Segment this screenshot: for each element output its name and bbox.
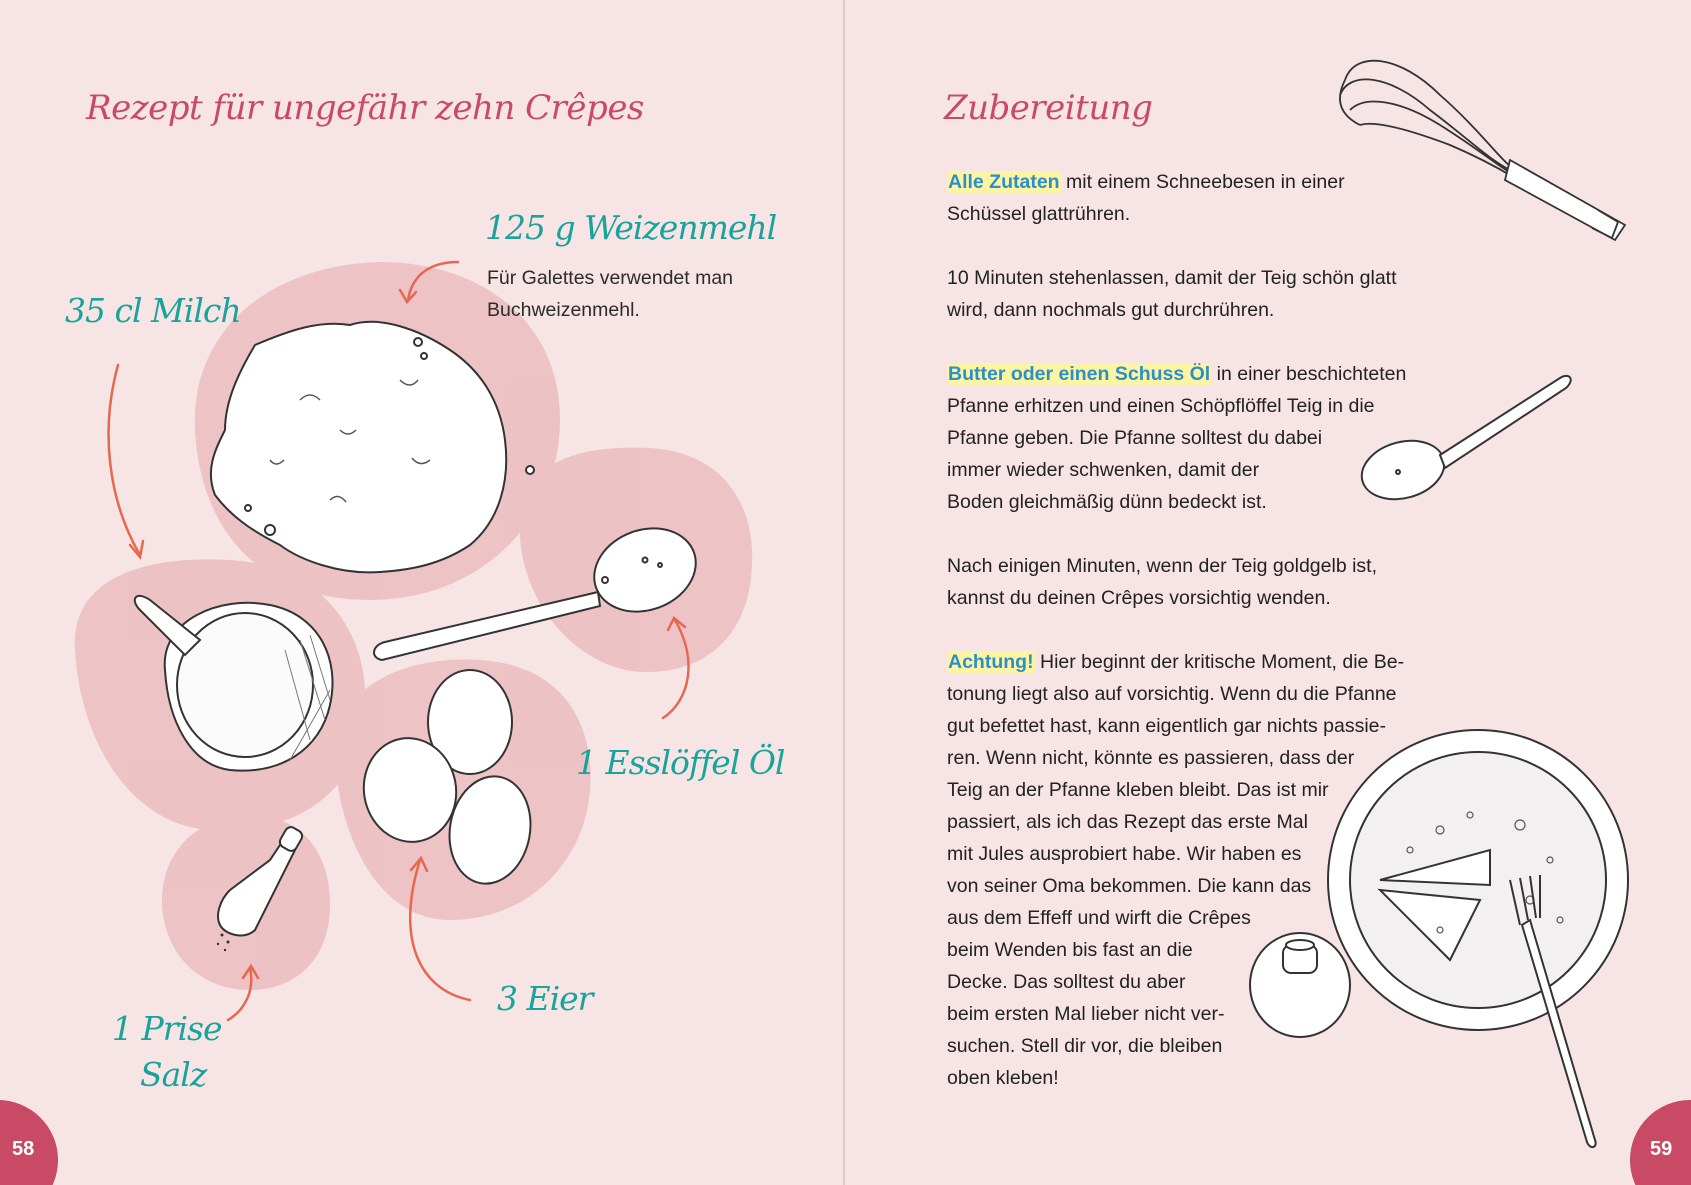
ingredient-salt-label-line2: Salz	[140, 1055, 207, 1094]
step-5-line7: mit Jules ausprobiert habe. Wir haben es	[947, 843, 1302, 865]
step-5-line5: Teig an der Pfanne kleben bleibt. Das ist mir	[947, 779, 1329, 801]
whisk-illustration	[1340, 61, 1625, 240]
milk-arrow	[109, 365, 140, 555]
preparation-title: Zubereitung	[944, 88, 1153, 128]
step-5-highlight: Achtung!	[948, 651, 1034, 673]
step-5-line2: tonung liegt also auf vorsichtig. Wenn du die Pfanne	[947, 683, 1397, 705]
step-1-line1	[947, 166, 1345, 198]
step-3-line3: Pfanne geben. Die Pfanne solltest du dabei	[947, 427, 1323, 449]
oil-bottle-illustration	[1250, 933, 1350, 1037]
step-5-line6: passiert, als ich das Rezept das erste Mal	[947, 811, 1308, 833]
step-1-highlight: Alle Zutaten	[948, 171, 1060, 193]
step-3-line4: immer wieder schwenken, damit der	[947, 459, 1260, 481]
step-1-line1-text: mit einem Schneebesen in einer	[1060, 171, 1345, 193]
book-gutter	[843, 0, 845, 1185]
step-3-line2: Pfanne erhitzen und einen Schöpflöffel Teig in die	[947, 395, 1375, 417]
step-1-line2: Schüssel glattrühren.	[947, 203, 1131, 225]
step-5-line1	[947, 646, 1404, 678]
step-5-line10: beim Wenden bis fast an die	[947, 939, 1193, 961]
ladle-illustration	[1355, 376, 1571, 508]
step-5-line13: suchen. Stell dir vor, die bleiben	[947, 1035, 1223, 1057]
step-5-line4: ren. Wenn nicht, könnte es passieren, dass der	[947, 747, 1355, 769]
flour-note-line2: Buchweizenmehl.	[487, 299, 640, 321]
step-3-line1-text: in einer beschichteten	[1211, 363, 1407, 385]
step-5-line11: Decke. Das solltest du aber	[947, 971, 1186, 993]
step-5-line12: beim ersten Mal lieber nicht ver-	[947, 1003, 1225, 1025]
ingredient-flour-label: 125 g Weizenmehl	[485, 208, 777, 247]
ingredient-milk-label: 35 cl Milch	[65, 291, 241, 330]
step-3-highlight: Butter oder einen Schuss Öl	[948, 363, 1211, 385]
step-3-line5: Boden gleichmäßig dünn bedeckt ist.	[947, 491, 1267, 513]
step-5-line8: von seiner Oma bekommen. Die kann das	[947, 875, 1312, 897]
step-5-line3: gut befettet hast, kann eigentlich gar nichts passie-	[947, 715, 1387, 737]
step-4-line2: kannst du deinen Crêpes vorsichtig wenden.	[947, 587, 1331, 609]
step-2-line1: 10 Minuten stehenlassen, damit der Teig schön glatt	[947, 267, 1397, 289]
ingredient-salt-label-line1: 1 Prise	[112, 1009, 222, 1048]
step-5-line9: aus dem Effeff und wirft die Crêpes	[947, 907, 1251, 929]
step-5-line1-text: Hier beginnt der kritische Moment, die Be-	[1034, 651, 1405, 673]
ingredient-oil-label: 1 Esslöffel Öl	[576, 743, 785, 782]
flour-note-line1: Für Galettes verwendet man	[487, 267, 734, 289]
crepe-plate-illustration	[1328, 730, 1628, 1147]
step-4-line1: Nach einigen Minuten, wenn der Teig goldgelb ist,	[947, 555, 1377, 577]
step-3-line1	[947, 358, 1406, 390]
step-2-line2: wird, dann nochmals gut durchrühren.	[947, 299, 1275, 321]
recipe-title: Rezept für ungefähr zehn Crêpes	[86, 88, 644, 128]
page-number-left-text: 58	[12, 1138, 35, 1160]
step-5-line14: oben kleben!	[947, 1067, 1059, 1089]
ingredient-eggs-label: 3 Eier	[497, 979, 593, 1018]
page-number-right-text: 59	[1650, 1138, 1673, 1160]
